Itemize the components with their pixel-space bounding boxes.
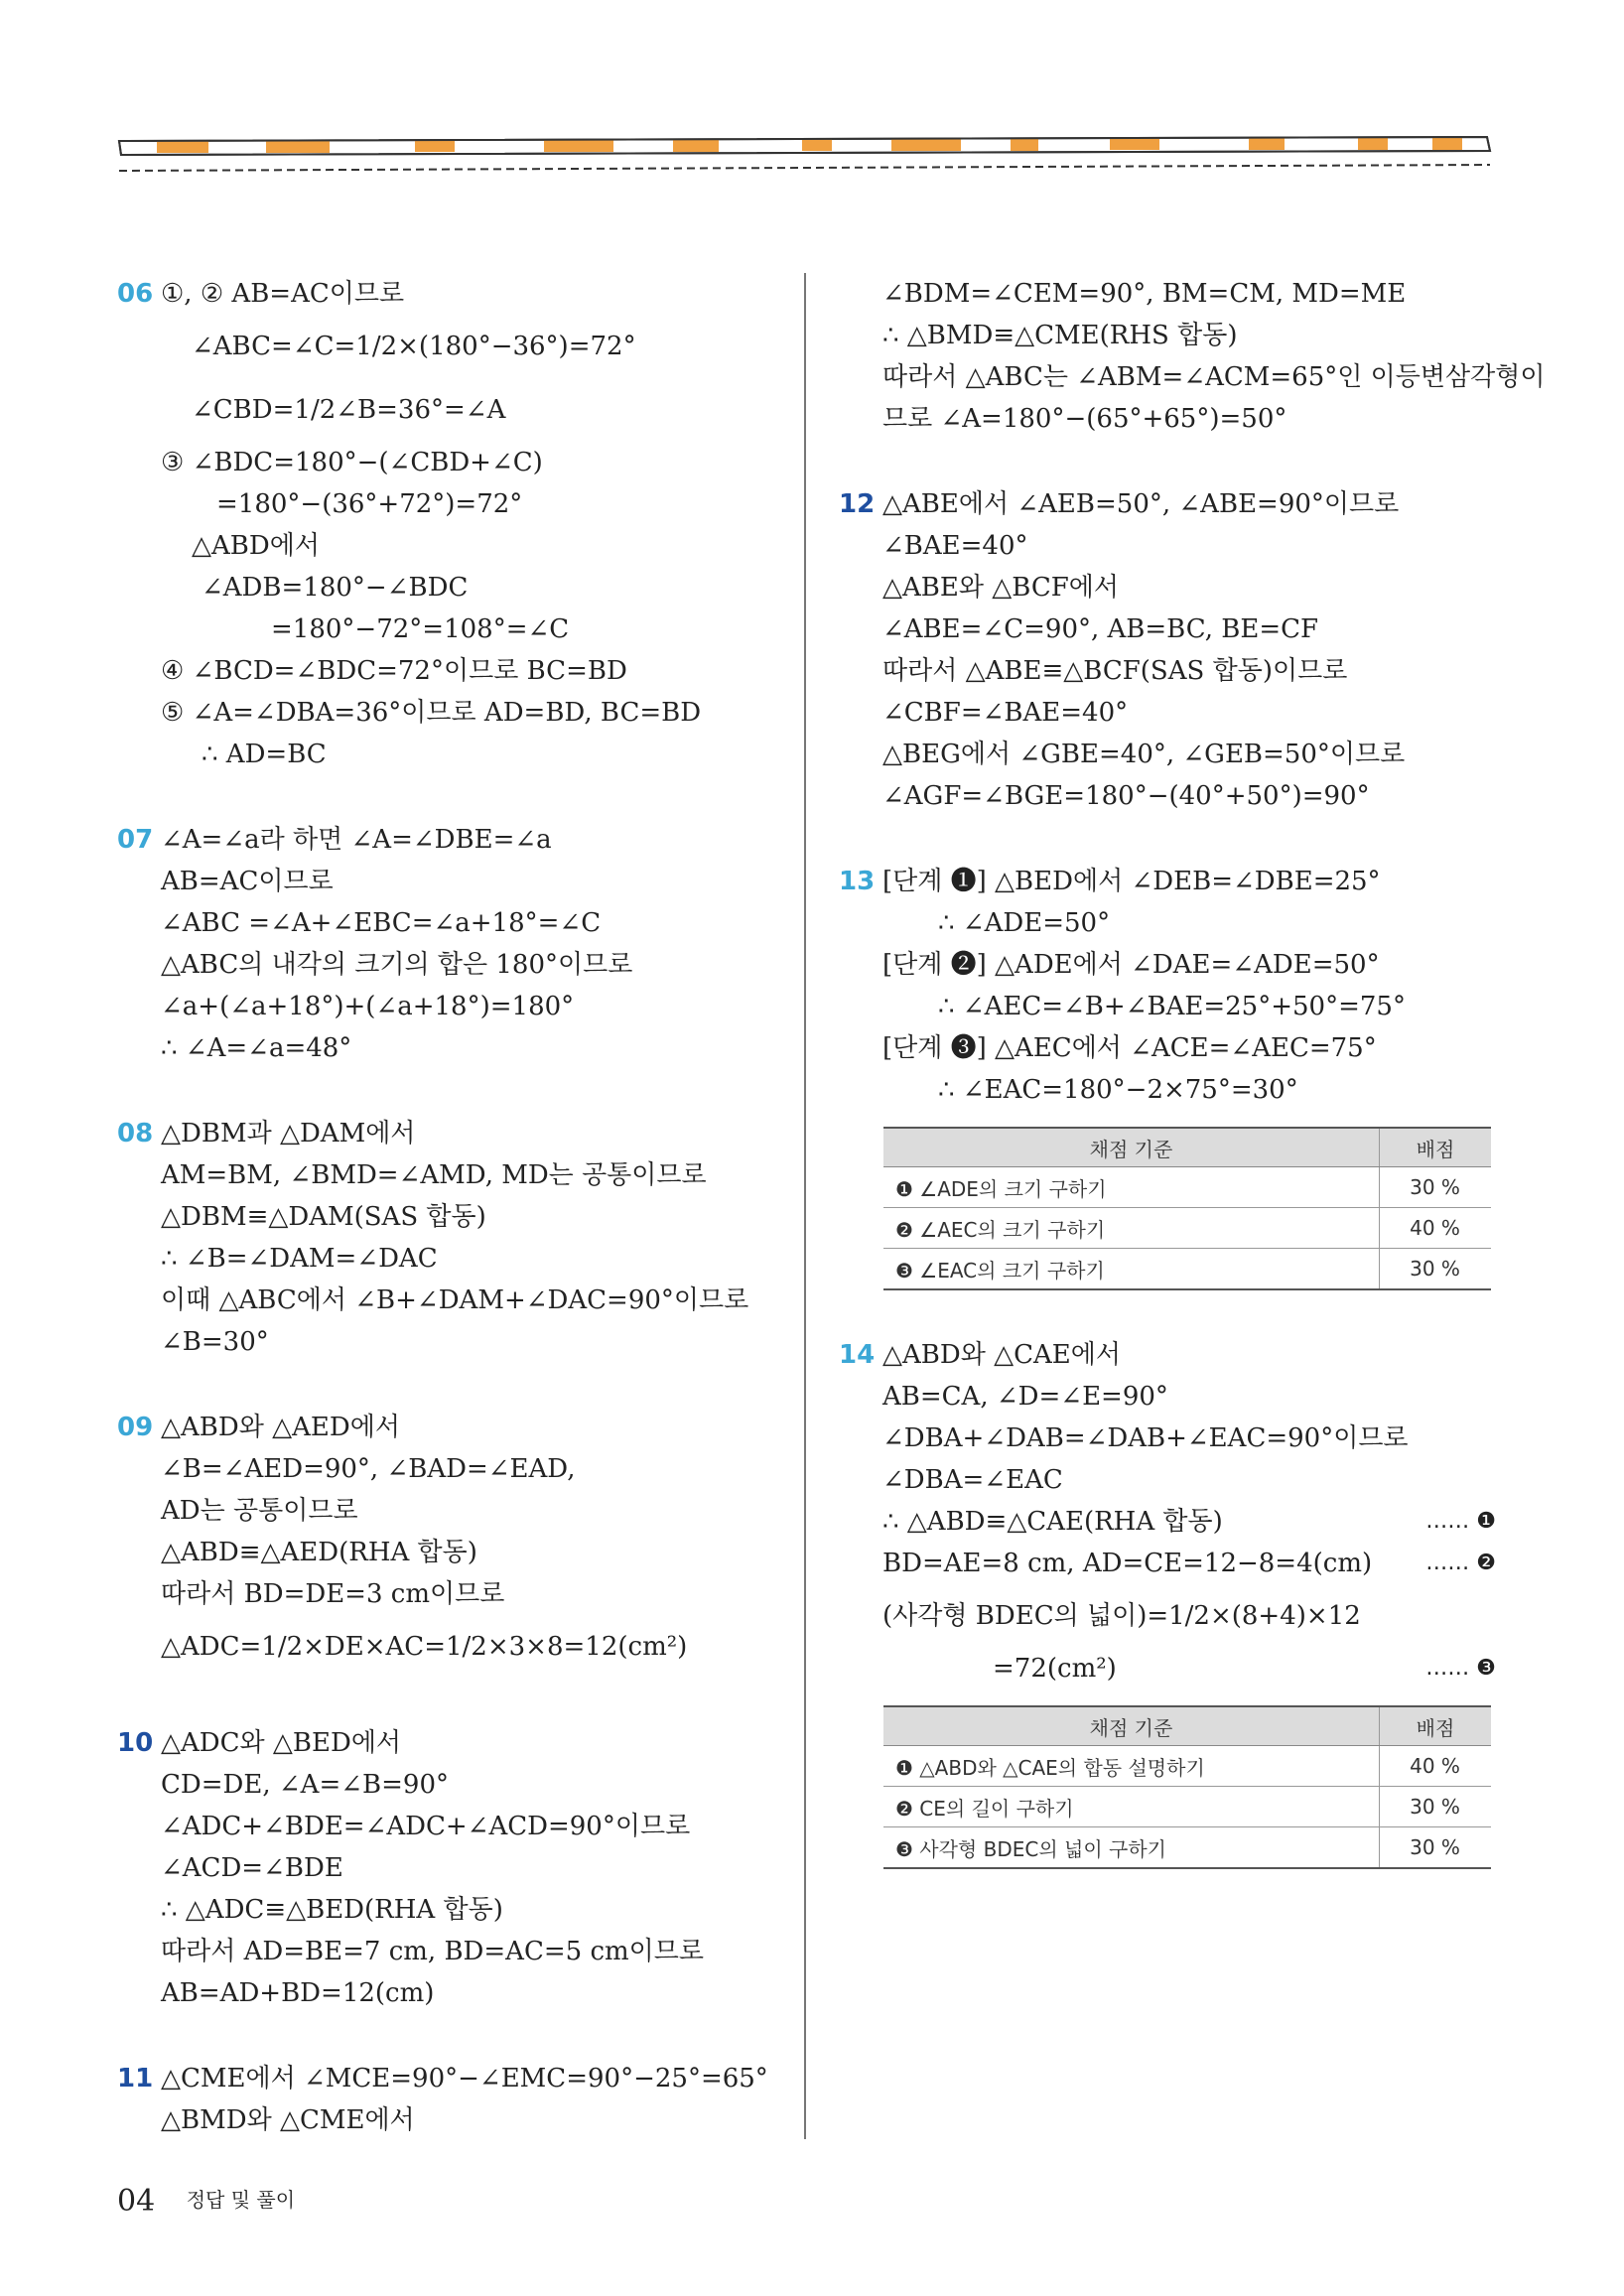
solution-line bbox=[117, 273, 792, 315]
table-row bbox=[883, 1827, 1491, 1869]
solution-text: ∠ABE=∠C=90°, AB=BC, BE=CF bbox=[882, 614, 1319, 644]
solution-line bbox=[117, 378, 792, 442]
solution-text: ∴ ∠EAC=180°−2×75°=30° bbox=[938, 1075, 1298, 1105]
solution-line bbox=[117, 1972, 792, 2014]
solution-text: AM=BM, ∠BMD=∠AMD, MD는 공통이므로 bbox=[161, 1160, 707, 1190]
solution-text: ∴ ∠A=∠a=48° bbox=[161, 1033, 352, 1063]
solution-text: △CME에서 ∠MCE=90°−∠EMC=90°−25°=65° bbox=[161, 2064, 768, 2093]
solution-text: △DBM≡△DAM(SAS 합동) bbox=[161, 1202, 486, 1232]
solution-text: [단계 ❸] △AEC에서 ∠ACE=∠AEC=75° bbox=[882, 1033, 1377, 1063]
solution-line bbox=[117, 1448, 792, 1490]
points-cell: 30 % bbox=[1380, 1827, 1492, 1869]
table-row bbox=[883, 1746, 1491, 1787]
solution-text: ∠a+(∠a+18°)+(∠a+18°)=180° bbox=[161, 992, 575, 1021]
solution-text: (사각형 BDEC의 넓이)=1/2×(8+4)×12 bbox=[882, 1601, 1361, 1631]
problem-11 bbox=[117, 2058, 792, 2141]
table-row bbox=[883, 1249, 1491, 1290]
scoring-table bbox=[883, 1127, 1491, 1290]
points-header: 배점 bbox=[1380, 1128, 1492, 1167]
solution-line bbox=[839, 608, 1504, 650]
points-cell: 30 % bbox=[1380, 1787, 1492, 1827]
solution-line bbox=[839, 775, 1504, 817]
solution-line bbox=[839, 1501, 1504, 1543]
solution-line bbox=[117, 944, 792, 986]
problem-13 bbox=[839, 861, 1504, 1111]
solution-line bbox=[117, 1722, 792, 1764]
solution-line bbox=[117, 1490, 792, 1532]
solution-line bbox=[117, 1154, 792, 1196]
solution-line bbox=[117, 1615, 792, 1679]
solution-text: ∠DBA=∠EAC bbox=[882, 1465, 1063, 1495]
solution-line bbox=[117, 1931, 792, 1972]
solution-text: ∠AGF=∠BGE=180°−(40°+50°)=90° bbox=[882, 781, 1370, 811]
solution-text: △BEG에서 ∠GBE=40°, ∠GEB=50°이므로 bbox=[882, 740, 1406, 769]
solution-line bbox=[839, 525, 1504, 567]
left-column bbox=[117, 273, 792, 2185]
problem-12 bbox=[839, 483, 1504, 817]
solution-line bbox=[117, 1889, 792, 1931]
solution-line bbox=[117, 1113, 792, 1154]
points-cell: 30 % bbox=[1380, 1167, 1492, 1208]
solution-text: △ABD와 △CAE에서 bbox=[882, 1340, 1121, 1370]
solution-line bbox=[117, 483, 792, 525]
solution-text: 따라서 AD=BE=7 cm, BD=AC=5 cm이므로 bbox=[161, 1937, 705, 1966]
criteria-cell: ❸ ∠EAC의 크기 구하기 bbox=[883, 1249, 1380, 1290]
solution-text: △ABE와 △BCF에서 bbox=[882, 573, 1119, 603]
problem-08 bbox=[117, 1113, 792, 1363]
solution-text: ∴ △ADC≡△BED(RHA 합동) bbox=[161, 1895, 503, 1925]
solution-line bbox=[839, 1027, 1504, 1069]
solution-text: =180°−72°=108°=∠C bbox=[271, 614, 570, 644]
solution-line bbox=[839, 1584, 1504, 1648]
solution-text: 이때 △ABC에서 ∠B+∠DAM+∠DAC=90°이므로 bbox=[161, 1285, 749, 1315]
solution-text: ∠ADB=180°−∠BDC bbox=[202, 573, 469, 603]
solution-text: △ABD에서 bbox=[192, 531, 320, 561]
solution-text: AB=CA, ∠D=∠E=90° bbox=[882, 1382, 1168, 1412]
problem-number: 06 bbox=[117, 279, 154, 309]
solution-text: [단계 ❷] △ADE에서 ∠DAE=∠ADE=50° bbox=[882, 950, 1380, 980]
solution-text: △ADC=1/2×DE×AC=1/2×3×8=12(cm²) bbox=[161, 1632, 688, 1662]
problem-number: 11 bbox=[117, 2064, 154, 2093]
solution-line bbox=[117, 1764, 792, 1806]
page-number: 04 bbox=[117, 2184, 156, 2219]
solution-line bbox=[839, 861, 1504, 902]
points-header: 배점 bbox=[1380, 1706, 1492, 1746]
problem-number: 12 bbox=[839, 489, 876, 519]
problem-number: 13 bbox=[839, 867, 876, 896]
solution-line bbox=[117, 902, 792, 944]
solution-text: ①, ② AB=AC이므로 bbox=[161, 279, 405, 309]
criteria-header: 채점 기준 bbox=[883, 1128, 1380, 1167]
problem-06 bbox=[117, 273, 792, 775]
scoring-table bbox=[883, 1705, 1491, 1869]
solution-line bbox=[117, 1280, 792, 1321]
column-divider bbox=[804, 273, 806, 2139]
footer-label: 정답 및 풀이 bbox=[186, 2188, 296, 2212]
solution-text: ∠BAE=40° bbox=[882, 531, 1028, 561]
solution-text: ∠ADC+∠BDE=∠ADC+∠ACD=90°이므로 bbox=[161, 1812, 691, 1841]
points-cell: 30 % bbox=[1380, 1249, 1492, 1290]
solution-line bbox=[117, 1196, 792, 1238]
solution-line bbox=[117, 1407, 792, 1448]
solution-text: 따라서 △ABE≡△BCF(SAS 합동)이므로 bbox=[882, 656, 1348, 686]
criteria-cell: ❷ ∠AEC의 크기 구하기 bbox=[883, 1208, 1380, 1249]
criteria-cell: ❶ △ABD와 △CAE의 합동 설명하기 bbox=[883, 1746, 1380, 1787]
points-cell: 40 % bbox=[1380, 1208, 1492, 1249]
solution-line bbox=[117, 1321, 792, 1363]
solution-line bbox=[839, 692, 1504, 734]
solution-text: ∴ AD=BC bbox=[202, 740, 327, 769]
solution-line bbox=[117, 315, 792, 378]
solution-text: BD=AE=8 cm, AD=CE=12−8=4(cm) bbox=[882, 1549, 1373, 1578]
problem-number: 14 bbox=[839, 1340, 876, 1370]
solution-text: AB=AC이므로 bbox=[161, 867, 334, 896]
solution-text: AD는 공통이므로 bbox=[161, 1496, 358, 1526]
criteria-header: 채점 기준 bbox=[883, 1706, 1380, 1746]
solution-text: ∠ABC=∠C=1/2×(180°−36°)=72° bbox=[192, 332, 636, 361]
step-marker: …… ❶ bbox=[1425, 1509, 1496, 1534]
problem-number: 07 bbox=[117, 825, 154, 855]
step-marker: …… ❸ bbox=[1425, 1656, 1496, 1681]
solution-line bbox=[117, 650, 792, 692]
problem-cont bbox=[839, 273, 1546, 440]
solution-line bbox=[839, 1376, 1504, 1418]
solution-text: △DBM과 △DAM에서 bbox=[161, 1119, 416, 1148]
problem-14 bbox=[839, 1334, 1504, 1689]
solution-line bbox=[117, 2058, 792, 2099]
criteria-cell: ❶ ∠ADE의 크기 구하기 bbox=[883, 1167, 1380, 1208]
problem-09 bbox=[117, 1407, 792, 1679]
solution-line bbox=[839, 650, 1504, 692]
solution-line bbox=[839, 356, 1546, 398]
solution-line bbox=[117, 1573, 792, 1615]
solution-line bbox=[839, 398, 1504, 440]
solution-line bbox=[117, 986, 792, 1027]
solution-line bbox=[117, 525, 792, 567]
solution-text: [단계 ❶] △BED에서 ∠DEB=∠DBE=25° bbox=[882, 867, 1381, 896]
solution-text: ∠CBD=1/2∠B=36°=∠A bbox=[192, 395, 506, 425]
points-cell: 40 % bbox=[1380, 1746, 1492, 1787]
solution-line bbox=[117, 861, 792, 902]
solution-line bbox=[117, 1532, 792, 1573]
solution-text: 따라서 △ABC는 ∠ABM=∠ACM=65°인 이등변삼각형이 bbox=[882, 362, 1546, 392]
solution-line bbox=[117, 1847, 792, 1889]
solution-text: 므로 ∠A=180°−(65°+65°)=50° bbox=[882, 404, 1287, 434]
solution-text: =72(cm²) bbox=[993, 1654, 1117, 1684]
solution-line bbox=[117, 608, 792, 650]
solution-line bbox=[839, 567, 1504, 608]
solution-text: ∠ABC =∠A+∠EBC=∠a+18°=∠C bbox=[161, 908, 602, 938]
solution-line bbox=[117, 442, 792, 483]
solution-line bbox=[839, 315, 1504, 356]
solution-line bbox=[117, 692, 792, 734]
right-column bbox=[839, 273, 1546, 1913]
header-banner bbox=[117, 129, 1492, 179]
solution-text: ∴ △BMD≡△CME(RHS 합동) bbox=[882, 321, 1238, 350]
solution-text: ∠DBA+∠DAB=∠DAB+∠EAC=90°이므로 bbox=[882, 1423, 1409, 1453]
solution-line bbox=[839, 1459, 1504, 1501]
solution-text: ∴ ∠B=∠DAM=∠DAC bbox=[161, 1244, 438, 1274]
solution-line bbox=[839, 483, 1504, 525]
solution-text: ∴ ∠ADE=50° bbox=[938, 908, 1111, 938]
problem-07 bbox=[117, 819, 792, 1069]
step-marker: …… ❷ bbox=[1425, 1551, 1496, 1575]
solution-line bbox=[839, 1418, 1504, 1459]
solution-text: △ABD≡△AED(RHA 합동) bbox=[161, 1538, 477, 1567]
solution-line bbox=[117, 1238, 792, 1280]
solution-line bbox=[839, 1543, 1504, 1584]
problem-number: 09 bbox=[117, 1413, 154, 1442]
solution-text: 따라서 BD=DE=3 cm이므로 bbox=[161, 1579, 505, 1609]
solution-text: ∠A=∠a라 하면 ∠A=∠DBE=∠a bbox=[161, 825, 552, 855]
solution-line bbox=[839, 1648, 1504, 1689]
problem-number: 10 bbox=[117, 1728, 154, 1758]
solution-text: ∠ACD=∠BDE bbox=[161, 1853, 343, 1883]
solution-text: △ABC의 내각의 크기의 합은 180°이므로 bbox=[161, 950, 633, 980]
solution-text: △BMD와 △CME에서 bbox=[161, 2105, 415, 2135]
solution-line bbox=[117, 1027, 792, 1069]
solution-line bbox=[117, 2099, 792, 2141]
solution-text: ∠B=∠AED=90°, ∠BAD=∠EAD, bbox=[161, 1454, 576, 1484]
solution-line bbox=[839, 273, 1504, 315]
solution-text: AB=AD+BD=12(cm) bbox=[161, 1978, 435, 2008]
solution-line bbox=[839, 1334, 1504, 1376]
solution-line bbox=[117, 567, 792, 608]
solution-text: ∠CBF=∠BAE=40° bbox=[882, 698, 1129, 728]
solution-line bbox=[839, 944, 1504, 986]
problem-10 bbox=[117, 1722, 792, 2014]
solution-text: ∴ ∠AEC=∠B+∠BAE=25°+50°=75° bbox=[938, 992, 1406, 1021]
solution-text: ∴ △ABD≡△CAE(RHA 합동) bbox=[882, 1507, 1223, 1537]
solution-line bbox=[839, 986, 1504, 1027]
solution-text: =180°−(36°+72°)=72° bbox=[216, 489, 523, 519]
table-row bbox=[883, 1787, 1491, 1827]
problem-number: 08 bbox=[117, 1119, 154, 1148]
solution-line bbox=[839, 1069, 1504, 1111]
solution-text: △ABE에서 ∠AEB=50°, ∠ABE=90°이므로 bbox=[882, 489, 1400, 519]
solution-text: CD=DE, ∠A=∠B=90° bbox=[161, 1770, 449, 1800]
solution-text: ③ ∠BDC=180°−(∠CBD+∠C) bbox=[161, 448, 543, 477]
solution-line bbox=[839, 902, 1504, 944]
solution-line bbox=[117, 734, 792, 775]
solution-line bbox=[839, 734, 1504, 775]
solution-text: △ADC와 △BED에서 bbox=[161, 1728, 402, 1758]
criteria-cell: ❷ CE의 길이 구하기 bbox=[883, 1787, 1380, 1827]
solution-text: ∠BDM=∠CEM=90°, BM=CM, MD=ME bbox=[882, 279, 1407, 309]
solution-text: ④ ∠BCD=∠BDC=72°이므로 BC=BD bbox=[161, 656, 627, 686]
solution-text: ⑤ ∠A=∠DBA=36°이므로 AD=BD, BC=BD bbox=[161, 698, 702, 728]
solution-line bbox=[117, 819, 792, 861]
solution-text: △ABD와 △AED에서 bbox=[161, 1413, 400, 1442]
solution-text: ∠B=30° bbox=[161, 1327, 269, 1357]
criteria-cell: ❸ 사각형 BDEC의 넓이 구하기 bbox=[883, 1827, 1380, 1869]
solution-line bbox=[117, 1806, 792, 1847]
table-row bbox=[883, 1167, 1491, 1208]
page-footer bbox=[117, 2184, 295, 2219]
table-row bbox=[883, 1208, 1491, 1249]
